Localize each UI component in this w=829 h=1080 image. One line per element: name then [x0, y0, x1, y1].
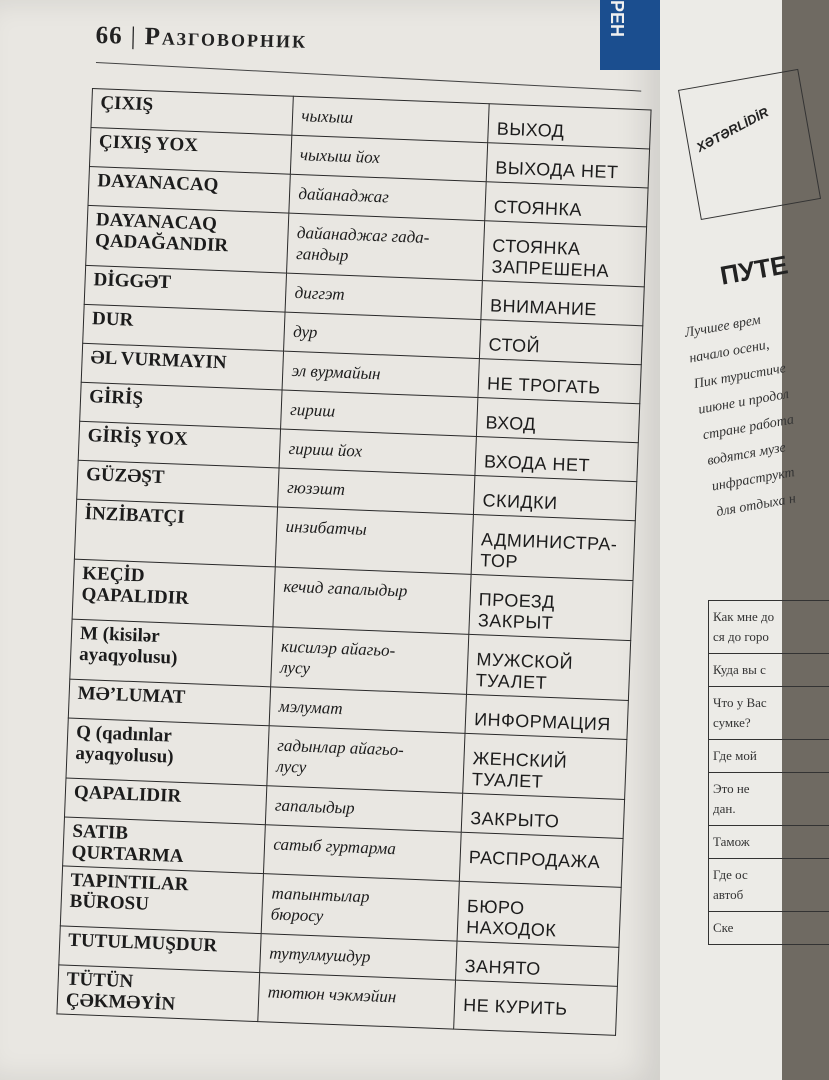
- azerbaijani-cell: ÇIXIŞ: [91, 89, 294, 136]
- warning-box: [678, 69, 821, 220]
- azerbaijani-cell: KEÇİD QAPALIDIR: [72, 559, 276, 627]
- russian-cell: СТОЯНКА ЗАПРЕШЕНА: [483, 221, 647, 287]
- azerbaijani-cell: DAYANACAQ: [88, 166, 291, 213]
- russian-cell: ВЫХОД: [488, 104, 651, 149]
- russian-cell: РАСПРОДАЖА: [459, 832, 623, 887]
- russian-cell: СТОЯНКА: [485, 182, 648, 227]
- azerbaijani-cell: ÇIXIŞ YOX: [89, 127, 292, 174]
- russian-cell: ВНИМАНИЕ: [481, 281, 644, 326]
- azerbaijani-cell: İNZİBATÇI: [74, 499, 278, 567]
- table-row: Где мой: [709, 740, 829, 773]
- transliteration-cell: кисилэр айагьо- лусу: [271, 627, 469, 694]
- russian-cell: СТОЙ: [480, 320, 643, 365]
- transliteration-cell: сатыб гуртарма: [264, 825, 461, 881]
- azerbaijani-cell: GÜZƏŞT: [77, 460, 280, 507]
- azerbaijani-cell: QAPALIDIR: [64, 778, 267, 825]
- table-row: Тамож: [709, 826, 829, 859]
- text-line: для отдыха н: [715, 491, 797, 521]
- russian-cell: БЮРО НАХОДОК: [457, 881, 621, 947]
- transliteration-cell: чыхыш йох: [291, 135, 488, 181]
- header-rule: [96, 62, 641, 92]
- russian-cell: ИНФОРМАЦИЯ: [465, 694, 628, 739]
- table-row: Как мне до ся до горо: [709, 601, 829, 654]
- azerbaijani-cell: TAPINTILAR BÜROSU: [60, 866, 264, 934]
- table-row: Где ос автоб: [709, 859, 829, 912]
- transliteration-cell: гириш йох: [279, 429, 476, 475]
- text-line: начало осени,: [688, 337, 771, 367]
- text-line: Пик туристиче: [692, 361, 788, 393]
- phrase-table: [56, 88, 651, 1036]
- azerbaijani-cell: TÜTÜN ÇƏKMƏYİN: [57, 965, 260, 1022]
- phrase-table-body: [57, 89, 651, 1036]
- azerbaijani-cell: M (kisilər ayaqyolusu): [70, 619, 274, 687]
- azerbaijani-cell: DAYANACAQ QADAĞANDIR: [86, 205, 290, 273]
- text-line: инфраструкт: [710, 465, 796, 495]
- russian-cell: ВХОД: [477, 398, 640, 443]
- transliteration-cell: гириш: [281, 390, 478, 436]
- russian-cell: ЗАКРЫТО: [461, 793, 624, 838]
- right-book-page: [660, 0, 797, 1080]
- book-title: Разговорник: [144, 23, 308, 54]
- spine-text: РЕН: [607, 0, 627, 38]
- azerbaijani-cell: DİGGƏT: [84, 265, 287, 312]
- text-line: стране работа: [701, 412, 796, 444]
- text-line: водятся музе: [706, 440, 787, 469]
- text-line: ииюне и продол: [697, 386, 791, 418]
- russian-cell: ВХОДА НЕТ: [475, 437, 638, 482]
- header-separator: |: [130, 22, 138, 50]
- transliteration-cell: дайанаджаг: [289, 174, 486, 220]
- azerbaijani-cell: SATIB QURTARMA: [63, 817, 266, 874]
- azerbaijani-cell: ƏL VURMAYIN: [81, 343, 284, 390]
- transliteration-cell: тютюн чэкмэйин: [258, 973, 455, 1029]
- russian-cell: ВЫХОДА НЕТ: [486, 143, 649, 188]
- azerbaijani-cell: TUTULMUŞDUR: [59, 926, 262, 973]
- transliteration-cell: эл вурмайын: [282, 351, 479, 397]
- russian-cell: ЖЕНСКИЙ ТУАЛЕТ: [463, 733, 627, 799]
- right-page-text: [683, 302, 827, 526]
- transliteration-cell: гюзэшт: [278, 468, 475, 514]
- russian-cell: СКИДКИ: [474, 475, 637, 520]
- azerbaijani-cell: MƏ’LUMAT: [68, 679, 271, 726]
- table-row: Ске: [709, 912, 829, 945]
- russian-cell: АДМИНИСТРА- ТОР: [471, 514, 635, 580]
- right-page-heading: ПУТЕ: [717, 249, 791, 291]
- right-page-table: [708, 600, 829, 945]
- russian-cell: НЕ КУРИТЬ: [454, 980, 618, 1035]
- transliteration-cell: гапалыдыр: [266, 786, 463, 832]
- phrase-table-wrapper: [56, 88, 651, 1036]
- transliteration-cell: тутулмушдур: [260, 934, 457, 980]
- transliteration-cell: дайанаджаг гада- гандыр: [287, 213, 485, 280]
- russian-cell: НЕ ТРОГАТЬ: [478, 359, 641, 404]
- transliteration-cell: диггэт: [285, 273, 482, 319]
- transliteration-cell: кечид гапалыдыр: [273, 567, 471, 634]
- text-line: Лучшее врем: [683, 312, 762, 341]
- transliteration-cell: тапынтылар бюросу: [262, 874, 460, 941]
- transliteration-cell: чыхыш: [292, 96, 489, 142]
- warning-box-label: XƏTƏRLİDİR: [693, 104, 771, 155]
- transliteration-cell: инзибатчы: [276, 507, 474, 574]
- page-number: 66: [95, 22, 123, 50]
- spine-blue-strip: [600, 0, 660, 70]
- running-head: [95, 22, 307, 55]
- russian-cell: МУЖСКОЙ ТУАЛЕТ: [467, 634, 631, 700]
- azerbaijani-cell: GİRİŞ: [80, 382, 283, 429]
- table-row: Куда вы с: [709, 654, 829, 687]
- russian-cell: ЗАНЯТО: [456, 941, 619, 986]
- transliteration-cell: мэлумат: [270, 687, 467, 733]
- azerbaijani-cell: Q (qadınlar ayaqyolusu): [66, 718, 270, 786]
- azerbaijani-cell: GİRİŞ YOX: [78, 421, 281, 468]
- transliteration-cell: дур: [284, 312, 481, 358]
- transliteration-cell: гадынлар айагьо- лусу: [267, 726, 465, 793]
- azerbaijani-cell: DUR: [83, 304, 286, 351]
- table-row: Что у Вас сумке?: [709, 687, 829, 740]
- russian-cell: ПРОЕЗД ЗАКРЫТ: [469, 574, 633, 640]
- table-row: Это не дан.: [709, 773, 829, 826]
